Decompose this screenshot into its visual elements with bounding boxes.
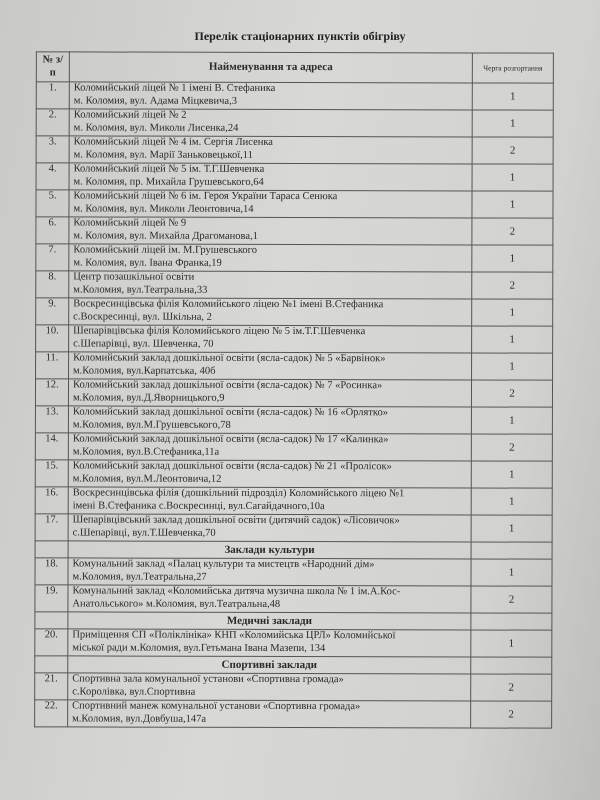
row-name-address <box>68 700 471 728</box>
row-address: м. Коломия, вул. Михайла Драгоманова,1 <box>73 229 258 242</box>
row-name: Воскресинцівська філія (дошкільний підрозділ) Коломийського ліцею №1 <box>72 487 405 500</box>
row-name-address <box>69 217 472 245</box>
row-name: Коломийський ліцей ім. М.Грушевського <box>73 244 257 256</box>
row-address: м.Коломия, вул.Театральна,27 <box>72 570 207 583</box>
section-header <box>35 612 552 630</box>
row-name: Комунальний заклад «Коломийська дитяча музична школа № 1 ім.А.Кос- <box>72 585 401 598</box>
row-address: м. Коломия, вул. Адама Міцкевича,3 <box>73 94 237 107</box>
row-address: м.Коломия, вул.Карпатська, 40б <box>73 364 216 377</box>
row-name-address <box>69 136 472 164</box>
table-row <box>36 163 553 191</box>
row-name: Коломийський заклад дошкільної освіти (ясла-садок) № 17 «Калинка» <box>72 433 389 446</box>
section-title: Заклади культури <box>68 541 471 559</box>
section-header <box>35 541 552 559</box>
row-name-address <box>69 298 472 326</box>
row-name-address <box>69 352 472 380</box>
row-name-address <box>69 163 472 191</box>
row-name: Коломийський заклад дошкільної освіти (ясла-садок) № 5 «Барвінок» <box>73 352 386 365</box>
row-number: 21. <box>35 673 68 700</box>
table-row <box>35 487 552 515</box>
row-queue: 2 <box>472 137 553 164</box>
table-row <box>35 585 552 613</box>
table-row <box>35 406 552 434</box>
row-queue: 1 <box>472 110 553 137</box>
row-name-address <box>68 514 471 542</box>
table-row <box>36 82 553 110</box>
row-queue: 2 <box>471 586 552 613</box>
row-number: 19. <box>35 585 68 612</box>
table-row <box>36 244 553 272</box>
table-row <box>35 629 552 657</box>
table-row <box>35 514 552 542</box>
row-queue: 1 <box>472 245 553 272</box>
row-name-address <box>69 190 472 218</box>
row-queue: 1 <box>471 488 552 515</box>
row-name: Коломийський ліцей № 4 ім. Сергія Лисенка <box>73 136 273 148</box>
row-number: 12. <box>35 379 68 406</box>
row-number: 3. <box>36 136 69 163</box>
row-address: с.Воскресинці, вул. Шкільна, 2 <box>73 310 212 323</box>
table-row <box>36 217 553 245</box>
row-number: 16. <box>35 487 68 514</box>
table-row <box>36 190 553 218</box>
section-empty <box>35 612 68 629</box>
row-number: 11. <box>36 352 69 379</box>
row-name-address <box>68 379 471 407</box>
row-name: Шепарівцівський заклад дошкільної освіти (дитячий садок) «Лісовичок» <box>72 514 400 527</box>
row-name: Коломийський заклад дошкільної освіти (ясла-садок) № 16 «Орлятко» <box>72 406 389 419</box>
table-header <box>36 52 553 83</box>
row-queue: 1 <box>472 299 553 326</box>
table-row <box>36 271 553 299</box>
row-queue: 2 <box>472 272 553 299</box>
row-name: Коломийський ліцей № 6 ім. Героя України Тараса Сенюка <box>73 190 338 203</box>
row-name-address <box>69 82 472 110</box>
row-address: імені В.Стефаника с.Воскресинці, вул.Сагайдачного,10а <box>72 499 325 512</box>
table-row <box>35 700 552 728</box>
row-number: 2. <box>36 109 69 136</box>
row-name-address <box>68 406 471 434</box>
row-name-address <box>68 487 471 515</box>
row-number: 17. <box>35 514 68 541</box>
section-header <box>35 656 552 674</box>
table-row <box>36 352 553 380</box>
row-queue: 2 <box>471 434 552 461</box>
row-address: м. Коломия, вул. Івана Франка,19 <box>73 256 222 269</box>
row-number: 10. <box>36 325 69 352</box>
row-queue: 1 <box>472 83 553 110</box>
row-address: с.Королівка, вул.Спортивна <box>72 685 196 698</box>
section-empty <box>35 541 68 558</box>
table-row <box>36 109 553 137</box>
row-address: м.Коломия, вул.Довбуша,147а <box>72 712 207 725</box>
row-queue: 1 <box>472 191 553 218</box>
row-queue: 2 <box>471 674 552 701</box>
row-address: м. Коломия, пр. Михайла Грушевського,64 <box>73 175 264 188</box>
row-number: 6. <box>36 217 69 244</box>
table-row <box>35 673 552 701</box>
row-name: Коломийський заклад дошкільної освіти (ясла-садок) № 7 «Росинка» <box>72 379 383 392</box>
heating-points-table <box>34 51 554 728</box>
row-number: 14. <box>35 433 68 460</box>
row-queue: 1 <box>472 164 553 191</box>
row-number: 4. <box>36 163 69 190</box>
header-num: № з/п <box>36 52 69 82</box>
row-address: м. Коломия, вул. Миколи Леонтовича,14 <box>73 202 254 215</box>
row-queue: 1 <box>472 326 553 353</box>
row-name-address <box>69 244 472 272</box>
table-row <box>36 298 553 326</box>
row-name: Комунальний заклад «Палац культури та мистецтв «Народний дім» <box>72 558 375 571</box>
row-address: Анатольського» м.Коломия, вул.Театральна,48 <box>72 597 281 610</box>
row-address: с.Шепарівці, вул.Т.Шевченка,70 <box>72 526 216 539</box>
row-name-address <box>68 629 471 657</box>
row-number: 7. <box>36 244 69 271</box>
row-address: м.Коломия, вул.М.Грушевського,78 <box>72 418 231 431</box>
row-number: 22. <box>35 700 68 727</box>
row-number: 1. <box>36 82 69 109</box>
row-name: Воскресинцівська філія Коломийського ліцею №1 імені В.Стефаника <box>73 298 384 311</box>
row-queue: 2 <box>472 218 553 245</box>
section-title: Медичні заклади <box>68 612 471 630</box>
row-name: Коломийський ліцей № 1 імені В. Стефаника <box>73 82 276 94</box>
row-address: м.Коломия, вул.Театральна,33 <box>73 283 208 296</box>
header-queue: Черга розгортання <box>472 53 553 83</box>
row-name: Спортивна зала комунальної установи «Спортивна громада» <box>72 673 344 686</box>
table-row <box>35 379 552 407</box>
row-name: Коломийський ліцей № 5 ім. Т.Г.Шевченка <box>73 163 265 175</box>
table-row <box>36 325 553 353</box>
row-name-address <box>68 433 471 461</box>
header-name: Найменування та адреса <box>69 52 472 83</box>
row-address: с.Шепарівці, вул. Шевченка, 70 <box>73 337 214 350</box>
row-name: Центр позашкільної освіти <box>73 271 195 283</box>
section-title: Спортивні заклади <box>68 656 471 674</box>
row-number: 15. <box>35 460 68 487</box>
row-name: Коломийський ліцей № 9 <box>73 217 187 229</box>
row-number: 13. <box>35 406 68 433</box>
row-address: м. Коломия, вул. Миколи Лисенка,24 <box>73 121 239 134</box>
row-queue: 1 <box>471 559 552 586</box>
row-number: 9. <box>36 298 69 325</box>
row-address: міської ради м.Коломия, вул.Гетьмана Івана Мазепи, 134 <box>72 641 326 654</box>
row-address: м.Коломия, вул.Д.Яворницького,9 <box>72 391 225 404</box>
row-name-address <box>69 109 472 137</box>
document-title: Перелік стаціонарних пунктів обігріву <box>194 29 406 43</box>
table-row <box>35 460 552 488</box>
row-name: Коломийський ліцей № 2 <box>73 109 187 121</box>
row-name: Спортивний манеж комунальної установи «Спортивна громада» <box>72 700 361 713</box>
row-name-address <box>68 558 471 586</box>
row-address: м.Коломия, вул.М.Леонтовича,12 <box>72 472 222 485</box>
row-queue: 2 <box>471 701 552 728</box>
row-address: м.Коломия, вул.В.Стефаника,11а <box>72 445 220 458</box>
row-name-address <box>68 460 471 488</box>
row-name-address <box>69 325 472 353</box>
row-number: 20. <box>35 629 68 656</box>
row-name: Шепарівцівська філія Коломийського ліцею № 5 ім.Т.Г.Шевченка <box>73 325 366 338</box>
row-name-address <box>69 271 472 299</box>
row-queue: 1 <box>471 407 552 434</box>
section-empty <box>35 656 68 673</box>
row-number: 18. <box>35 558 68 585</box>
row-queue: 1 <box>472 353 553 380</box>
row-name: Приміщення СП «Поліклініка» КНП «Коломийська ЦРЛ» Коломийської <box>72 629 396 642</box>
row-number: 5. <box>36 190 69 217</box>
row-queue: 1 <box>471 461 552 488</box>
row-queue: 2 <box>471 380 552 407</box>
row-name-address <box>68 585 471 613</box>
section-empty <box>471 542 552 559</box>
table-row <box>35 433 552 461</box>
row-number: 8. <box>36 271 69 298</box>
table-row <box>35 558 552 586</box>
table-row <box>36 136 553 164</box>
section-empty <box>471 613 552 630</box>
section-empty <box>471 657 552 674</box>
row-name-address <box>68 673 471 701</box>
row-name: Коломийський заклад дошкільної освіти (ясла-садок) № 21 «Пролісок» <box>72 460 392 473</box>
row-queue: 1 <box>471 630 552 657</box>
row-queue: 1 <box>471 515 552 542</box>
row-address: м. Коломия, вул. Марії Заньковецької,11 <box>73 148 253 161</box>
